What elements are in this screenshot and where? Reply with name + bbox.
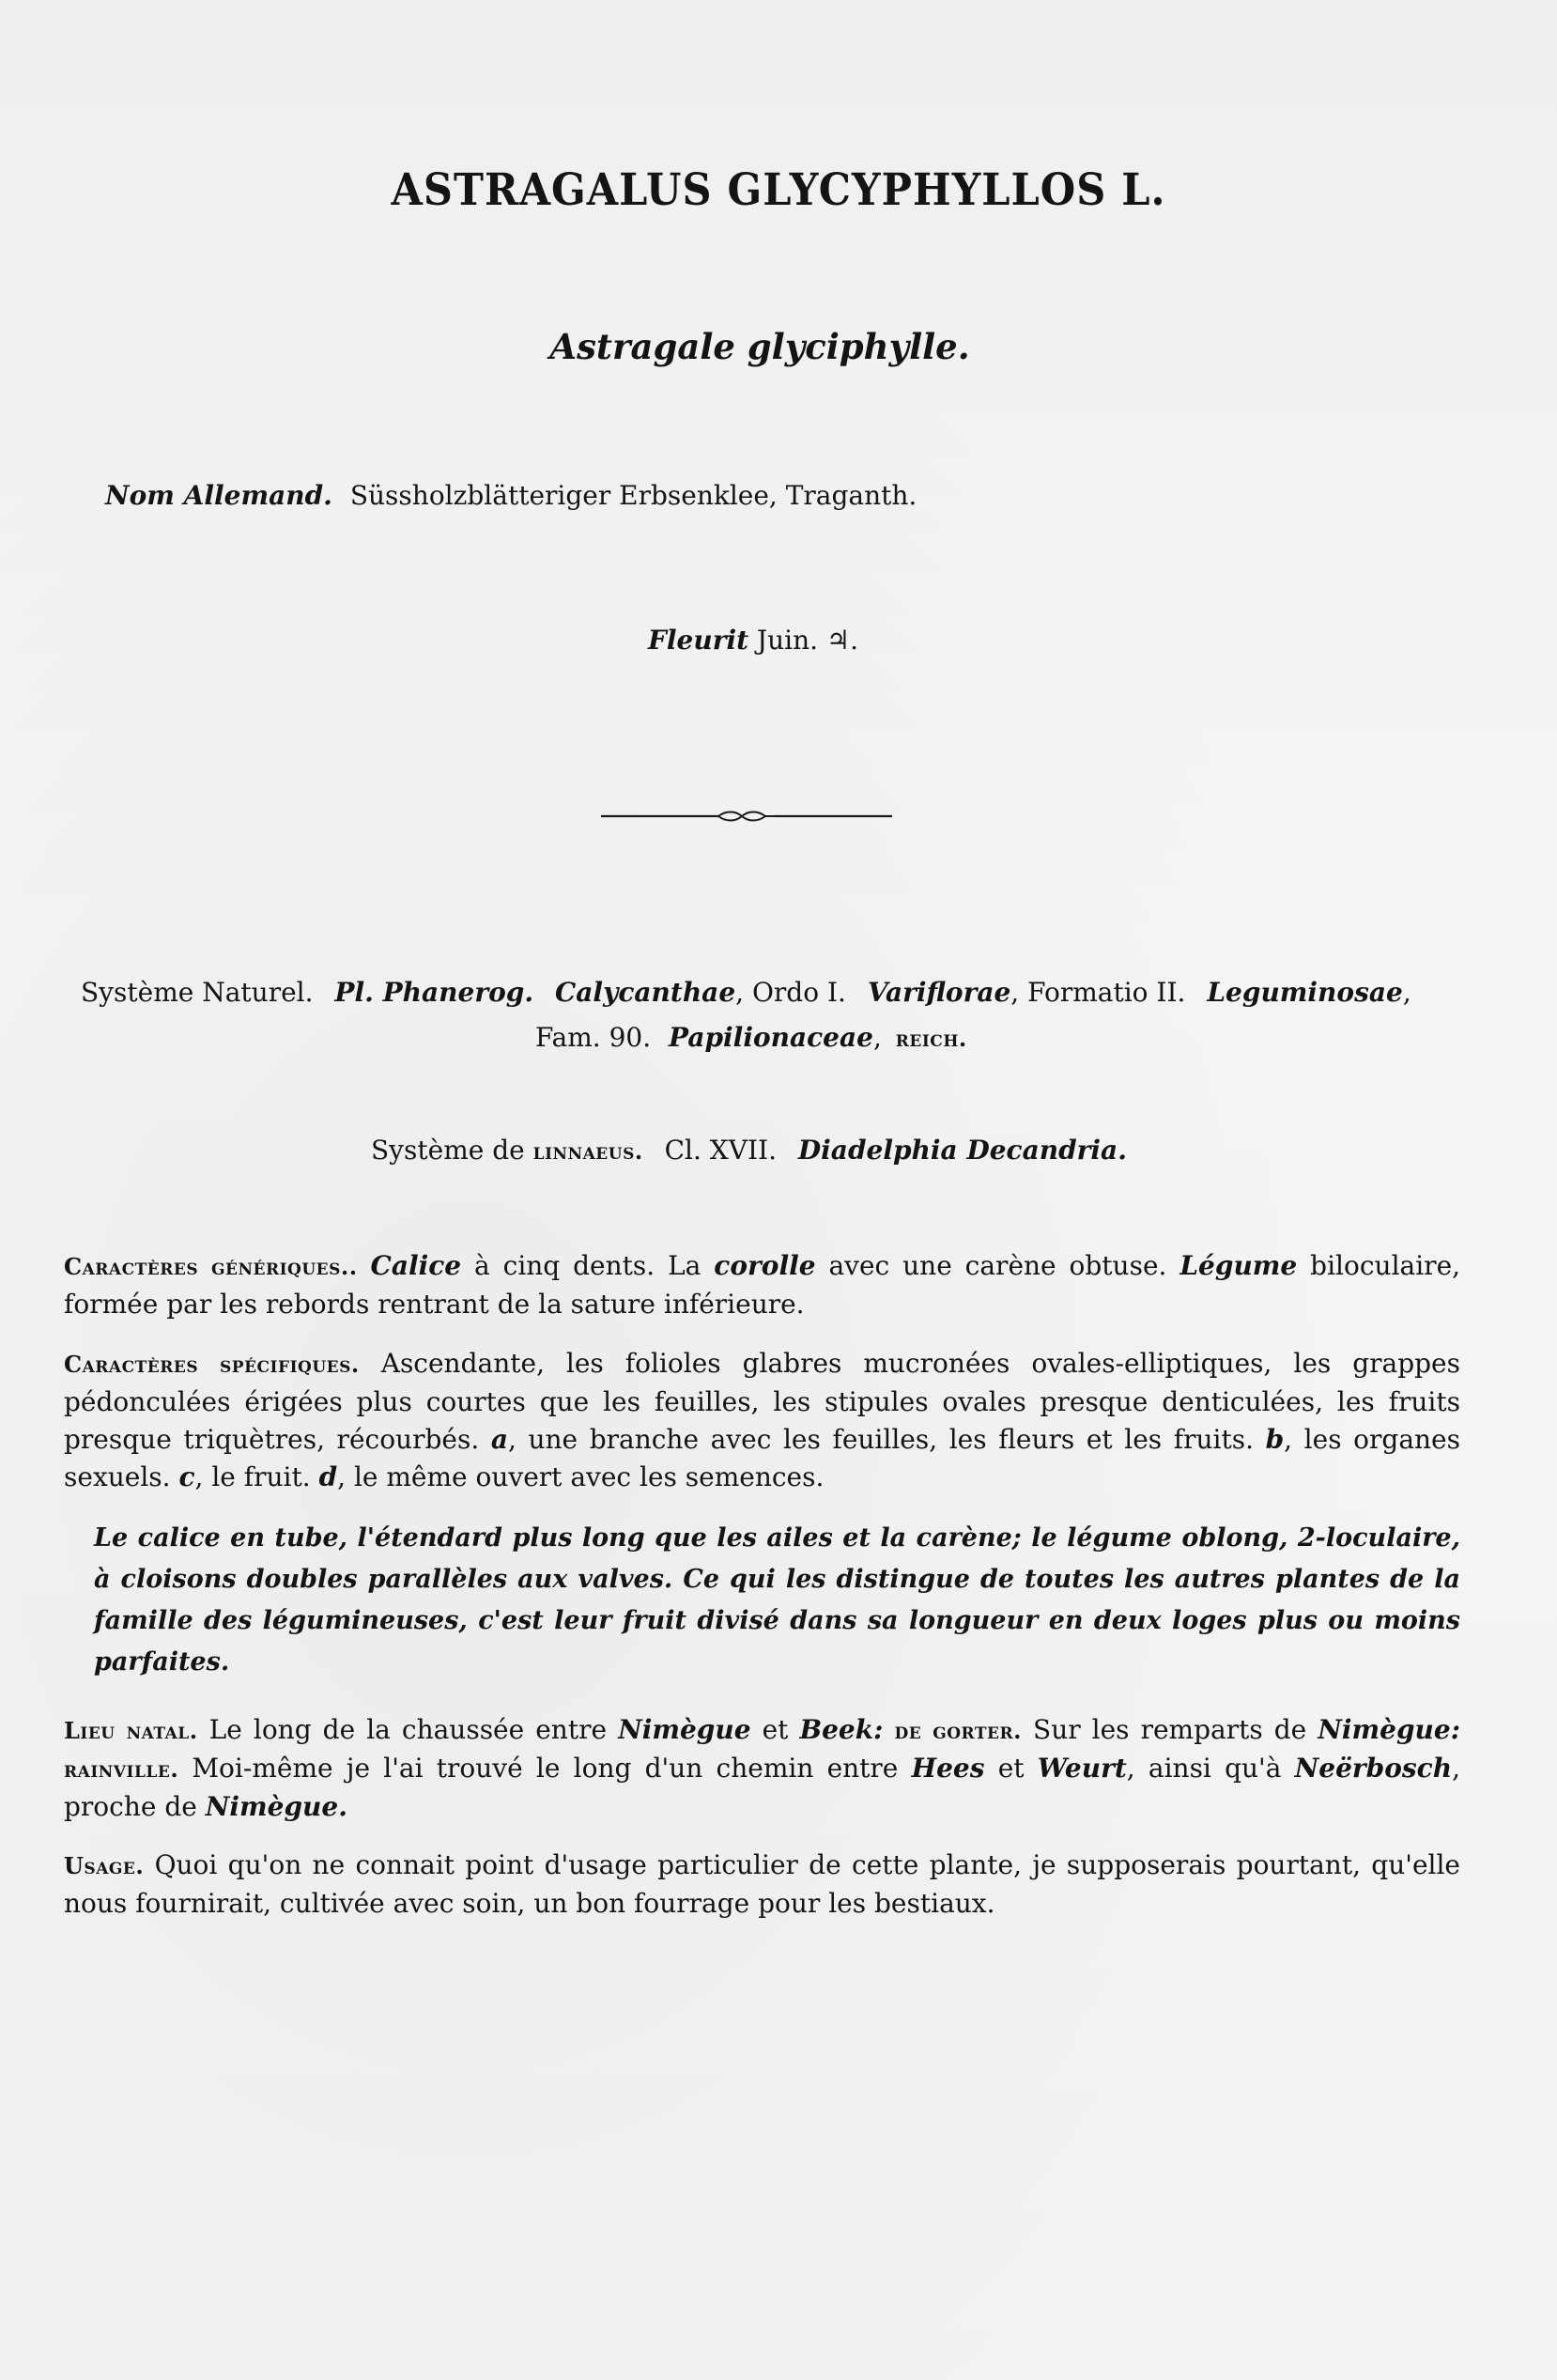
legume-term: Légume bbox=[1179, 1250, 1298, 1281]
habitat-et-1: et bbox=[762, 1714, 789, 1745]
usage-label: Usage. bbox=[64, 1852, 145, 1879]
habitat-label: Lieu natal. bbox=[64, 1717, 198, 1744]
fig-b: b bbox=[1265, 1424, 1285, 1455]
habitat-text-5: , proche de bbox=[64, 1753, 1460, 1822]
leguminosae-comma: , bbox=[1402, 977, 1411, 1008]
usage-text: Quoi qu'on ne connait point d'usage particulier de cette plante, je supposerais pourtant, qu'elle nous fournirait, cultivée avec soin, un bon fourrage pour les bestiaux. bbox=[64, 1849, 1460, 1919]
fig-a-text: , une branche avec les feuilles, les fleurs et les fruits. bbox=[507, 1424, 1254, 1455]
usage-paragraph bbox=[64, 1847, 1460, 1923]
habitat-et-2: et bbox=[997, 1753, 1025, 1784]
place-beek: Beek: bbox=[799, 1714, 884, 1745]
linnaeus-label: Système de bbox=[371, 1135, 525, 1166]
place-nimegue-3: Nimègue. bbox=[205, 1791, 347, 1822]
place-weurt: Weurt bbox=[1037, 1753, 1127, 1784]
natural-system-line-2 bbox=[535, 1022, 967, 1053]
generic-characters-paragraph bbox=[64, 1247, 1460, 1323]
german-name-value: Süssholzblätteriger Erbsenklee, Traganth. bbox=[349, 480, 917, 511]
linnaeus-system-line bbox=[371, 1135, 1127, 1166]
habitat-paragraph bbox=[64, 1711, 1460, 1826]
habitat-text-4: , ainsi qu'à bbox=[1126, 1753, 1282, 1784]
natural-system-line-1 bbox=[81, 977, 1411, 1008]
formatio: , Formatio II. bbox=[1010, 977, 1186, 1008]
fig-b-text: , les organes sexuels. bbox=[64, 1424, 1460, 1492]
place-nimegue-2: Nimègue: bbox=[1318, 1714, 1461, 1745]
place-nimegue-1: Nimègue bbox=[618, 1714, 751, 1745]
italic-description: Le calice en tube, l'étendard plus long que les ailes et la carène; le légume oblong, 2-loculaire, à cloisons doubles parallèles aux valves. Ce qui les distingue de toutes les autres plantes de la famille des légumineuses, c'est leur fruit divisé dans sa longueur en deux loges plus ou moins parfaites. bbox=[94, 1523, 1460, 1677]
habitat-text-1: Le long de la chaussée entre bbox=[208, 1714, 608, 1745]
generic-text-3: biloculaire, formée par les rebords rentrant de la sature inférieure. bbox=[64, 1250, 1461, 1320]
diadelphia-decandria: Diadelphia Decandria. bbox=[797, 1135, 1127, 1166]
natural-system-label: Système Naturel. bbox=[81, 977, 314, 1008]
ornamental-rule bbox=[601, 810, 892, 823]
specific-characters-label: Caractères spécifiques. bbox=[64, 1351, 360, 1378]
leguminosae: Leguminosae bbox=[1207, 977, 1403, 1008]
fig-d-text: , le même ouvert avec les semences. bbox=[337, 1461, 825, 1492]
papilionaceae-comma: , bbox=[872, 1022, 882, 1053]
corolle-term: corolle bbox=[714, 1250, 816, 1281]
reich-author: reich. bbox=[895, 1025, 967, 1052]
generic-text-1: à cinq dents. La bbox=[474, 1250, 701, 1281]
page-title: ASTRAGALUS GLYCYPHYLLOS L. bbox=[391, 165, 1166, 216]
phanerog: Pl. Phanerog. bbox=[334, 977, 534, 1008]
linnaeus-name: linnaeus. bbox=[532, 1137, 643, 1165]
german-name-line bbox=[105, 480, 917, 511]
generic-text-2: avec une carène obtuse. bbox=[828, 1250, 1167, 1281]
family-number: Fam. 90. bbox=[535, 1022, 652, 1053]
specific-characters-paragraph bbox=[64, 1345, 1460, 1496]
german-name-label: Nom Allemand. bbox=[105, 480, 332, 511]
fig-c: c bbox=[178, 1461, 195, 1492]
place-neerbosch: Neërbosch bbox=[1294, 1753, 1453, 1784]
french-name: Astragale glyciphylle. bbox=[549, 326, 970, 367]
perennial-symbol: ♃. bbox=[825, 625, 858, 656]
ordo: , Ordo I. bbox=[735, 977, 846, 1008]
specific-text-1: Ascendante, les folioles glabres mucronées ovales-elliptiques, les grappes pédonculées érigées plus courtes que les feuilles, les stipules ovales presque denticulées, les fruits presque triquètres, récourbés. bbox=[64, 1348, 1460, 1455]
habitat-text-3: Moi-même je l'ai trouvé le long d'un chemin entre bbox=[192, 1753, 899, 1784]
author-gorter: de gorter. bbox=[894, 1717, 1022, 1744]
flowering-label: Fleurit bbox=[648, 625, 749, 656]
calice-term: Calice bbox=[370, 1250, 462, 1281]
habitat-text-2: Sur les remparts de bbox=[1033, 1714, 1307, 1745]
fig-a: a bbox=[490, 1424, 508, 1455]
italic-description-paragraph bbox=[94, 1518, 1460, 1683]
papilionaceae: Papilionaceae bbox=[669, 1022, 873, 1053]
fig-c-text: , le fruit. bbox=[194, 1461, 311, 1492]
calycanthae: Calycanthae bbox=[555, 977, 736, 1008]
place-hees: Hees bbox=[911, 1753, 985, 1784]
variflorae: Variflorae bbox=[867, 977, 1011, 1008]
flowering-month: Juin. bbox=[756, 625, 819, 656]
author-rainville: rainville. bbox=[64, 1755, 179, 1783]
flowering-line bbox=[648, 625, 858, 656]
generic-characters-label: Caractères génériques.. bbox=[64, 1253, 358, 1280]
fig-d: d bbox=[318, 1461, 338, 1492]
linnaeus-class: Cl. XVII. bbox=[664, 1135, 777, 1166]
